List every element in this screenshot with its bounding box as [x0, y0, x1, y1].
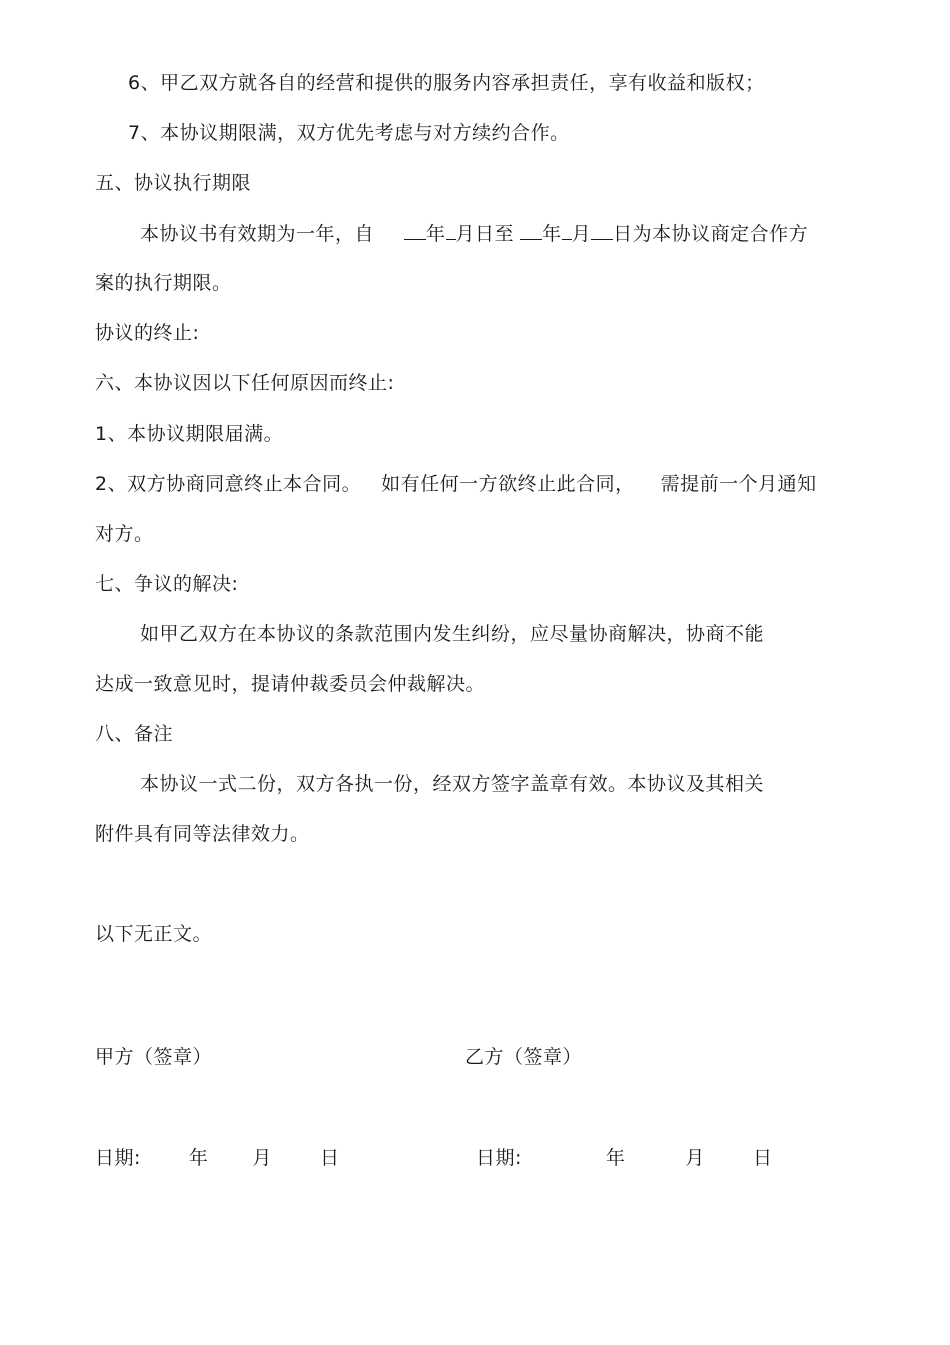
year-label-1: 年	[426, 223, 446, 245]
day-to-label: 日至	[475, 223, 515, 245]
termination-label: 协议的终止:	[95, 322, 200, 344]
end-of-text-note: 以下无正文。	[95, 923, 213, 945]
year-label-2: 年	[542, 223, 562, 245]
clause-item-6: 6、甲乙双方就各自的经营和提供的服务内容承担责任，享有收益和版权；	[128, 72, 765, 94]
section-6-item-2-line1	[95, 472, 817, 496]
day-blank-2[interactable]	[591, 221, 613, 240]
date-label-b: 日期:	[476, 1147, 522, 1169]
month-label-a: 月	[252, 1147, 272, 1169]
party-a-signature-label: 甲方（签章）	[95, 1046, 213, 1068]
term-text-start: 本协议书有效期为一年，自	[140, 223, 375, 245]
section-7-heading: 七、争议的解决:	[95, 573, 239, 595]
section-6-heading: 六、本协议因以下任何原因而终止:	[95, 372, 395, 394]
section-5-paragraph-line2: 案的执行期限。	[95, 272, 232, 294]
month-label-2: 月	[571, 223, 592, 245]
month-blank-2[interactable]	[562, 221, 572, 240]
section-7-paragraph-line1: 如甲乙双方在本协议的条款范围内发生纠纷，应尽量协商解决，协商不能	[140, 623, 765, 645]
day-label-a: 日	[319, 1147, 340, 1169]
year-label-b: 年	[605, 1147, 626, 1169]
term-text-tail: 日为本协议商定合作方	[613, 223, 809, 245]
item-2-part-3: 需提前一个月通知	[660, 473, 817, 495]
month-blank-1[interactable]	[446, 221, 456, 240]
year-blank-1[interactable]	[404, 221, 426, 240]
year-label-a: 年	[188, 1147, 209, 1169]
section-5-heading: 五、协议执行期限	[95, 172, 252, 194]
month-label-b: 月	[685, 1147, 705, 1169]
section-6-item-1: 1、本协议期限届满。	[95, 423, 284, 445]
year-blank-2[interactable]	[520, 221, 542, 240]
party-b-date-line	[476, 1146, 772, 1170]
item-2-part-2: 如有任何一方欲终止此合同，	[381, 473, 635, 495]
section-6-item-2-line2: 对方。	[95, 523, 154, 545]
party-b-signature-label: 乙方（签章）	[465, 1046, 583, 1068]
section-7-paragraph-line2: 达成一致意见时，提请仲裁委员会仲裁解决。	[95, 673, 486, 695]
item-2-part-1: 2、双方协商同意终止本合同。	[95, 473, 362, 495]
section-8-paragraph-line1: 本协议一式二份，双方各执一份，经双方签字盖章有效。本协议及其相关	[140, 773, 765, 795]
date-label-a: 日期:	[95, 1147, 141, 1169]
party-a-date-line	[95, 1146, 339, 1170]
clause-item-7: 7、本协议期限满，双方优先考虑与对方续约合作。	[128, 122, 570, 144]
section-8-heading: 八、备注	[95, 723, 174, 745]
month-label-1: 月	[455, 223, 476, 245]
section-5-paragraph-line1	[140, 221, 808, 246]
day-label-b: 日	[752, 1147, 773, 1169]
section-8-paragraph-line2: 附件具有同等法律效力。	[95, 823, 310, 845]
